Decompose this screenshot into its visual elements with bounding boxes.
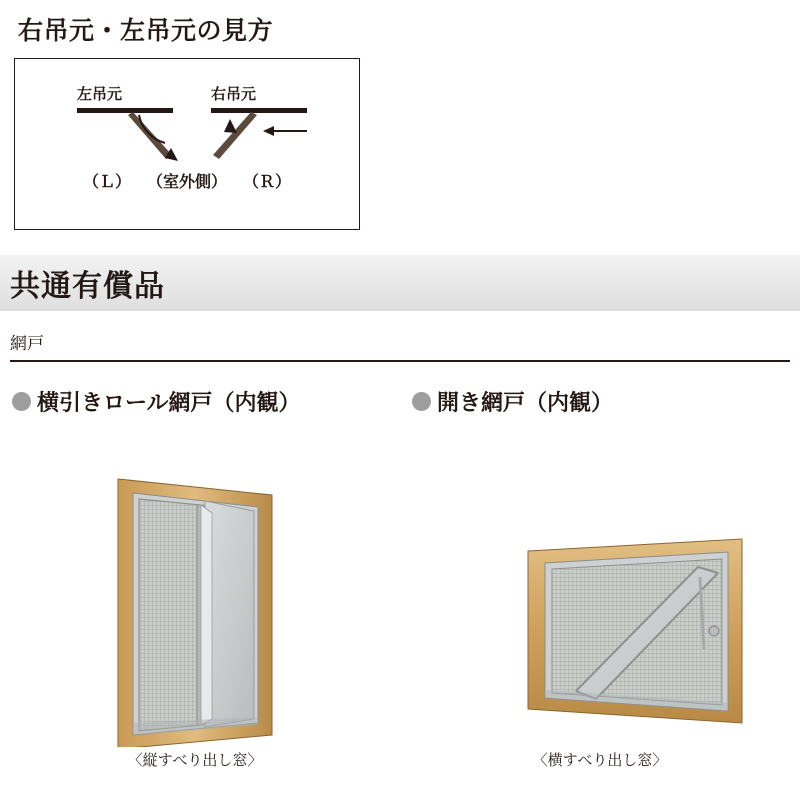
product-item-roll-screen [0,386,400,770]
hinge-label-left: 左吊元 [77,85,123,103]
product-heading [12,386,400,417]
section-band [0,255,800,311]
product-name: 開き網戸（内観） [437,391,614,416]
section-band-title: 共通有償品 [10,269,165,304]
hinge-explanation-section [14,10,394,230]
hinge-label-right: 右吊元 [211,85,257,103]
product-name: 横引きロール網戸（内観） [37,391,301,416]
hinge-diagram-box [14,58,360,230]
hinge-bottom-right-label: （Ｒ） [243,172,292,191]
product-heading [412,386,800,417]
vertical-casement-window-illustration [0,417,400,747]
hinge-direction-diagram [15,59,361,231]
hinge-section-title: 右吊元・左吊元の見方 [18,16,274,45]
product-figure [400,417,800,747]
bullet-icon [412,392,431,411]
horizontal-awning-window-illustration [400,417,800,747]
product-caption: 〈縦すべり出し窓〉 [127,751,263,769]
horizontal-divider [10,360,790,362]
product-list [0,386,800,770]
hinge-bottom-center-label: （室外側） [146,172,227,191]
common-options-section [0,255,800,362]
product-caption: 〈横すべり出し窓〉 [532,751,668,769]
product-item-opening-screen [400,386,800,770]
hinge-bottom-left-label: （Ｌ） [82,172,131,191]
hinge-bottom-labels [15,169,359,192]
bullet-icon [12,392,31,411]
product-figure [0,417,400,747]
subsection-title: 網戸 [10,334,44,354]
